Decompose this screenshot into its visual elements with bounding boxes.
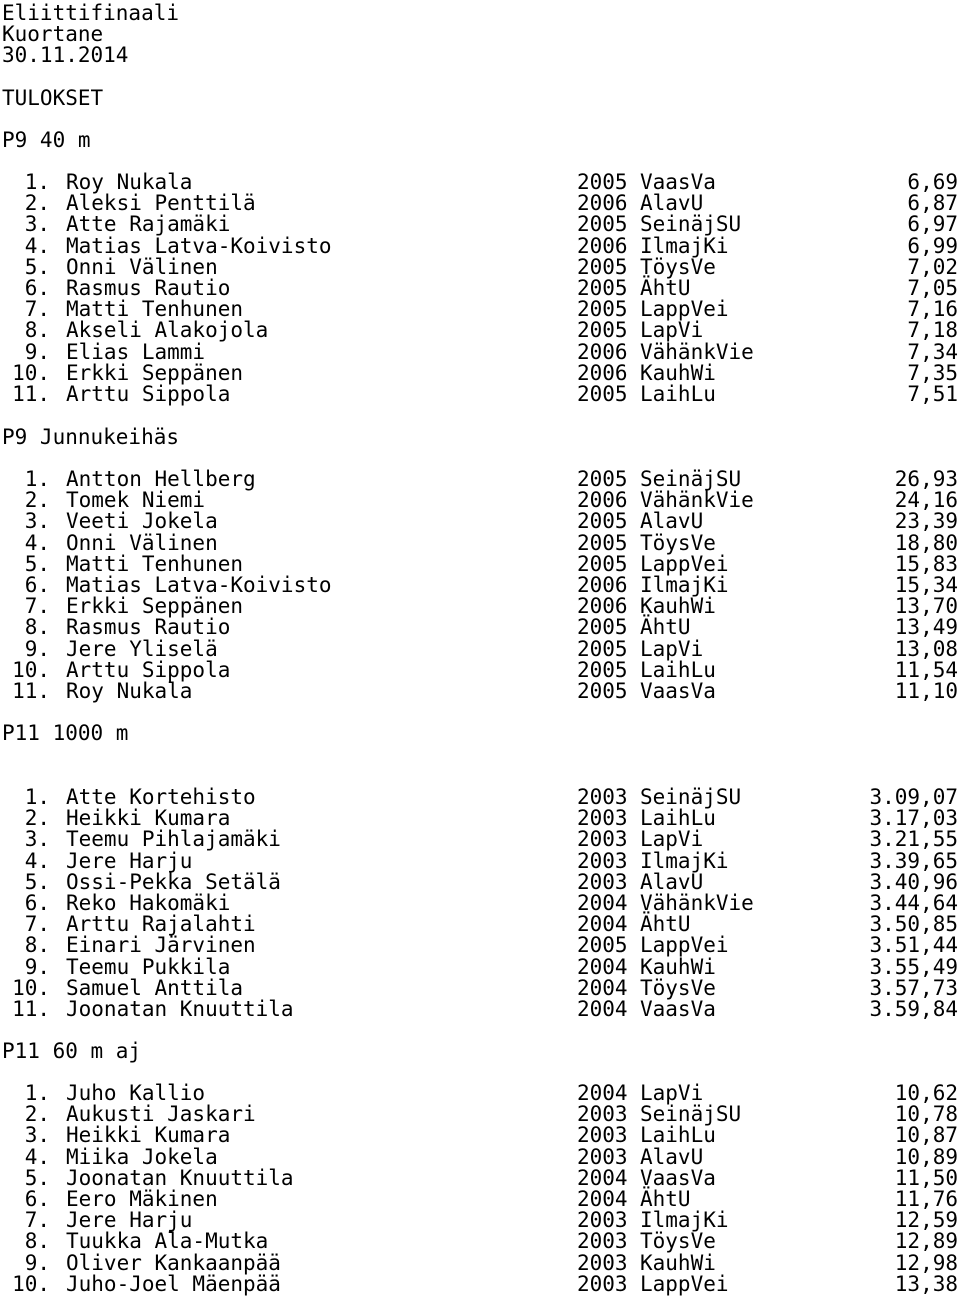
result-club: SeinäjSU [640,785,742,809]
result-club: LaihLu [640,382,716,406]
result-year: 2005 [577,382,628,406]
result-place: 9. [24,955,50,979]
result-row [0,193,960,214]
result-name: Atte Rajamäki [66,212,231,236]
result-row [0,172,960,193]
result-result: 7,51 [907,382,958,406]
result-year: 2005 [577,637,628,661]
result-result: 3.50,85 [869,912,958,936]
result-year: 2005 [577,276,628,300]
result-club: LappVei [640,933,729,957]
result-place: 6. [24,276,50,300]
result-club: KauhWi [640,361,716,385]
result-name: Matti Tenhunen [66,297,244,321]
result-name: Aleksi Penttilä [66,191,256,215]
result-row [0,299,960,320]
result-row [0,214,960,235]
result-result: 6,87 [907,191,958,215]
event-heading: P9 40 m [2,128,91,152]
result-name: Matias Latva-Koivisto [66,573,332,597]
result-place: 10. [12,658,50,682]
result-result: 11,10 [894,679,958,703]
result-name: Tomek Niemi [66,488,206,512]
result-club: LappVei [640,297,729,321]
result-name: Roy Nukala [66,170,193,194]
result-name: Atte Kortehisto [66,785,256,809]
result-year: 2003 [577,870,628,894]
result-name: Juho Kallio [66,1081,206,1105]
result-place: 4. [24,1145,50,1169]
result-club: LapVi [640,827,704,851]
result-place: 11. [12,679,50,703]
result-place: 11. [12,997,50,1021]
event-heading: P9 Junnukeihäs [2,425,180,449]
result-club: LappVei [640,552,729,576]
result-result: 12,59 [894,1208,958,1232]
result-year: 2003 [577,1145,628,1169]
event-heading: P11 1000 m [2,721,129,745]
result-club: TöysVe [640,976,716,1000]
result-place: 6. [24,891,50,915]
result-result: 3.55,49 [869,955,958,979]
result-year: 2006 [577,573,628,597]
result-club: AlavU [640,191,704,215]
result-row [0,1104,960,1125]
result-year: 2004 [577,955,628,979]
result-row [0,787,960,808]
result-place: 5. [24,552,50,576]
result-name: Samuel Anttila [66,976,244,1000]
result-club: SeinäjSU [640,467,742,491]
result-name: Joonatan Knuuttila [66,1166,294,1190]
result-club: LaihLu [640,658,716,682]
result-place: 6. [24,1187,50,1211]
result-place: 10. [12,1272,50,1296]
result-club: LapVi [640,318,704,342]
result-row [0,829,960,850]
result-name: Rasmus Rautio [66,276,231,300]
result-year: 2005 [577,933,628,957]
result-place: 1. [24,785,50,809]
result-row [0,872,960,893]
result-place: 4. [24,234,50,258]
result-row [0,639,960,660]
result-year: 2005 [577,531,628,555]
result-place: 4. [24,849,50,873]
result-result: 7,18 [907,318,958,342]
result-row [0,660,960,681]
result-place: 6. [24,573,50,597]
document-location: Kuortane [2,22,104,46]
result-club: TöysVe [640,255,716,279]
result-place: 10. [12,361,50,385]
result-row [0,1231,960,1252]
result-row [0,1189,960,1210]
result-name: Reko Hakomäki [66,891,231,915]
result-result: 6,97 [907,212,958,236]
result-year: 2003 [577,806,628,830]
result-row [0,1147,960,1168]
result-place: 3. [24,1123,50,1147]
result-name: Eero Mäkinen [66,1187,218,1211]
result-place: 3. [24,827,50,851]
result-club: VähänkVie [640,340,754,364]
result-name: Arttu Sippola [66,658,231,682]
result-row [0,511,960,532]
result-place: 8. [24,1229,50,1253]
result-row [0,1210,960,1231]
result-name: Teemu Pukkila [66,955,231,979]
result-name: Juho-Joel Mäenpää [66,1272,281,1296]
result-result: 12,89 [894,1229,958,1253]
result-row [0,1253,960,1274]
result-row [0,363,960,384]
result-club: VähänkVie [640,891,754,915]
result-year: 2005 [577,170,628,194]
result-result: 6,69 [907,170,958,194]
result-row [0,554,960,575]
result-place: 7. [24,1208,50,1232]
document-date: 30.11.2014 [2,43,129,67]
result-result: 7,35 [907,361,958,385]
result-year: 2003 [577,1272,628,1296]
result-year: 2005 [577,679,628,703]
result-name: Jere Yliselä [66,637,218,661]
result-year: 2006 [577,191,628,215]
result-result: 10,78 [894,1102,958,1126]
result-place: 8. [24,615,50,639]
result-name: Matti Tenhunen [66,552,244,576]
result-row [0,469,960,490]
result-year: 2004 [577,912,628,936]
result-place: 7. [24,594,50,618]
result-row [0,1274,960,1295]
result-row [0,1083,960,1104]
result-club: KauhWi [640,594,716,618]
result-name: Oliver Kankaanpää [66,1251,281,1275]
result-place: 5. [24,1166,50,1190]
result-result: 10,62 [894,1081,958,1105]
result-year: 2006 [577,488,628,512]
result-year: 2004 [577,1187,628,1211]
result-row [0,257,960,278]
result-result: 10,87 [894,1123,958,1147]
result-year: 2005 [577,509,628,533]
result-club: KauhWi [640,1251,716,1275]
result-row [0,935,960,956]
result-club: LapVi [640,1081,704,1105]
results-heading: TULOKSET [2,86,104,110]
result-year: 2004 [577,997,628,1021]
result-result: 10,89 [894,1145,958,1169]
result-place: 2. [24,488,50,512]
result-club: LappVei [640,1272,729,1296]
result-club: VaasVa [640,1166,716,1190]
result-name: Veeti Jokela [66,509,218,533]
result-name: Erkki Seppänen [66,361,244,385]
result-club: TöysVe [640,1229,716,1253]
result-name: Miika Jokela [66,1145,218,1169]
result-club: VaasVa [640,170,716,194]
result-club: SeinäjSU [640,212,742,236]
result-year: 2006 [577,234,628,258]
result-place: 8. [24,318,50,342]
result-club: ÄhtU [640,912,691,936]
result-result: 13,49 [894,615,958,639]
result-result: 3.51,44 [869,933,958,957]
result-year: 2006 [577,340,628,364]
result-club: AlavU [640,870,704,894]
result-row [0,893,960,914]
result-row [0,278,960,299]
result-row [0,1168,960,1189]
result-result: 3.09,07 [869,785,958,809]
result-result: 18,80 [894,531,958,555]
result-place: 9. [24,1251,50,1275]
result-year: 2003 [577,827,628,851]
result-club: AlavU [640,1145,704,1169]
result-row [0,236,960,257]
result-year: 2005 [577,255,628,279]
result-result: 3.17,03 [869,806,958,830]
result-result: 13,08 [894,637,958,661]
result-year: 2005 [577,615,628,639]
result-name: Teemu Pihlajamäki [66,827,281,851]
result-name: Ossi-Pekka Setälä [66,870,281,894]
result-result: 11,54 [894,658,958,682]
result-name: Tuukka Ala-Mutka [66,1229,269,1253]
result-name: Matias Latva-Koivisto [66,234,332,258]
result-result: 23,39 [894,509,958,533]
result-club: IlmajKi [640,573,729,597]
result-club: ÄhtU [640,1187,691,1211]
result-name: Jere Harju [66,1208,193,1232]
result-club: AlavU [640,509,704,533]
result-row [0,596,960,617]
result-club: VaasVa [640,679,716,703]
result-row [0,808,960,829]
result-place: 4. [24,531,50,555]
result-result: 3.44,64 [869,891,958,915]
result-name: Joonatan Knuuttila [66,997,294,1021]
result-name: Jere Harju [66,849,193,873]
result-year: 2005 [577,297,628,321]
result-row [0,999,960,1020]
result-row [0,957,960,978]
result-row [0,490,960,511]
result-result: 12,98 [894,1251,958,1275]
result-place: 5. [24,870,50,894]
result-year: 2006 [577,594,628,618]
result-result: 26,93 [894,467,958,491]
result-year: 2005 [577,318,628,342]
result-row [0,1125,960,1146]
result-year: 2003 [577,785,628,809]
result-club: LaihLu [640,806,716,830]
result-year: 2005 [577,658,628,682]
result-row [0,533,960,554]
result-place: 7. [24,912,50,936]
result-place: 2. [24,191,50,215]
result-year: 2004 [577,976,628,1000]
result-name: Erkki Seppänen [66,594,244,618]
result-row [0,851,960,872]
result-result: 3.59,84 [869,997,958,1021]
event-heading: P11 60 m aj [2,1039,142,1063]
result-row [0,342,960,363]
result-club: SeinäjSU [640,1102,742,1126]
result-result: 13,70 [894,594,958,618]
result-club: IlmajKi [640,1208,729,1232]
result-row [0,320,960,341]
result-name: Einari Järvinen [66,933,256,957]
result-row [0,575,960,596]
result-club: ÄhtU [640,276,691,300]
result-result: 11,50 [894,1166,958,1190]
result-name: Akseli Alakojola [66,318,269,342]
result-club: TöysVe [640,531,716,555]
result-result: 7,05 [907,276,958,300]
result-name: Rasmus Rautio [66,615,231,639]
result-place: 5. [24,255,50,279]
result-year: 2005 [577,212,628,236]
result-name: Onni Välinen [66,531,218,555]
result-name: Roy Nukala [66,679,193,703]
result-place: 11. [12,382,50,406]
result-result: 13,38 [894,1272,958,1296]
result-club: VaasVa [640,997,716,1021]
result-result: 15,34 [894,573,958,597]
result-row [0,384,960,405]
result-year: 2004 [577,1166,628,1190]
result-result: 3.40,96 [869,870,958,894]
result-year: 2004 [577,1081,628,1105]
result-row [0,978,960,999]
result-name: Onni Välinen [66,255,218,279]
result-year: 2005 [577,467,628,491]
result-place: 1. [24,170,50,194]
result-year: 2003 [577,849,628,873]
result-name: Heikki Kumara [66,806,231,830]
result-club: LapVi [640,637,704,661]
result-place: 9. [24,637,50,661]
result-year: 2004 [577,891,628,915]
result-club: IlmajKi [640,849,729,873]
result-name: Elias Lammi [66,340,206,364]
result-year: 2003 [577,1123,628,1147]
result-result: 3.21,55 [869,827,958,851]
result-club: KauhWi [640,955,716,979]
result-club: LaihLu [640,1123,716,1147]
result-year: 2003 [577,1229,628,1253]
result-place: 2. [24,806,50,830]
result-place: 2. [24,1102,50,1126]
result-result: 3.39,65 [869,849,958,873]
result-name: Aukusti Jaskari [66,1102,256,1126]
result-place: 10. [12,976,50,1000]
result-place: 1. [24,1081,50,1105]
result-year: 2006 [577,361,628,385]
result-place: 7. [24,297,50,321]
result-result: 15,83 [894,552,958,576]
result-place: 1. [24,467,50,491]
result-name: Heikki Kumara [66,1123,231,1147]
result-row [0,681,960,702]
result-name: Arttu Sippola [66,382,231,406]
result-name: Antton Hellberg [66,467,256,491]
result-club: ÄhtU [640,615,691,639]
result-row [0,914,960,935]
result-result: 7,16 [907,297,958,321]
result-place: 3. [24,212,50,236]
result-result: 11,76 [894,1187,958,1211]
result-result: 6,99 [907,234,958,258]
result-year: 2003 [577,1251,628,1275]
result-place: 9. [24,340,50,364]
result-year: 2005 [577,552,628,576]
result-row [0,617,960,638]
result-result: 7,34 [907,340,958,364]
result-result: 7,02 [907,255,958,279]
result-year: 2003 [577,1102,628,1126]
result-place: 8. [24,933,50,957]
result-name: Arttu Rajalahti [66,912,256,936]
result-result: 3.57,73 [869,976,958,1000]
result-place: 3. [24,509,50,533]
document-title: Eliittifinaali [2,1,180,25]
result-result: 24,16 [894,488,958,512]
result-club: VähänkVie [640,488,754,512]
result-year: 2003 [577,1208,628,1232]
result-club: IlmajKi [640,234,729,258]
